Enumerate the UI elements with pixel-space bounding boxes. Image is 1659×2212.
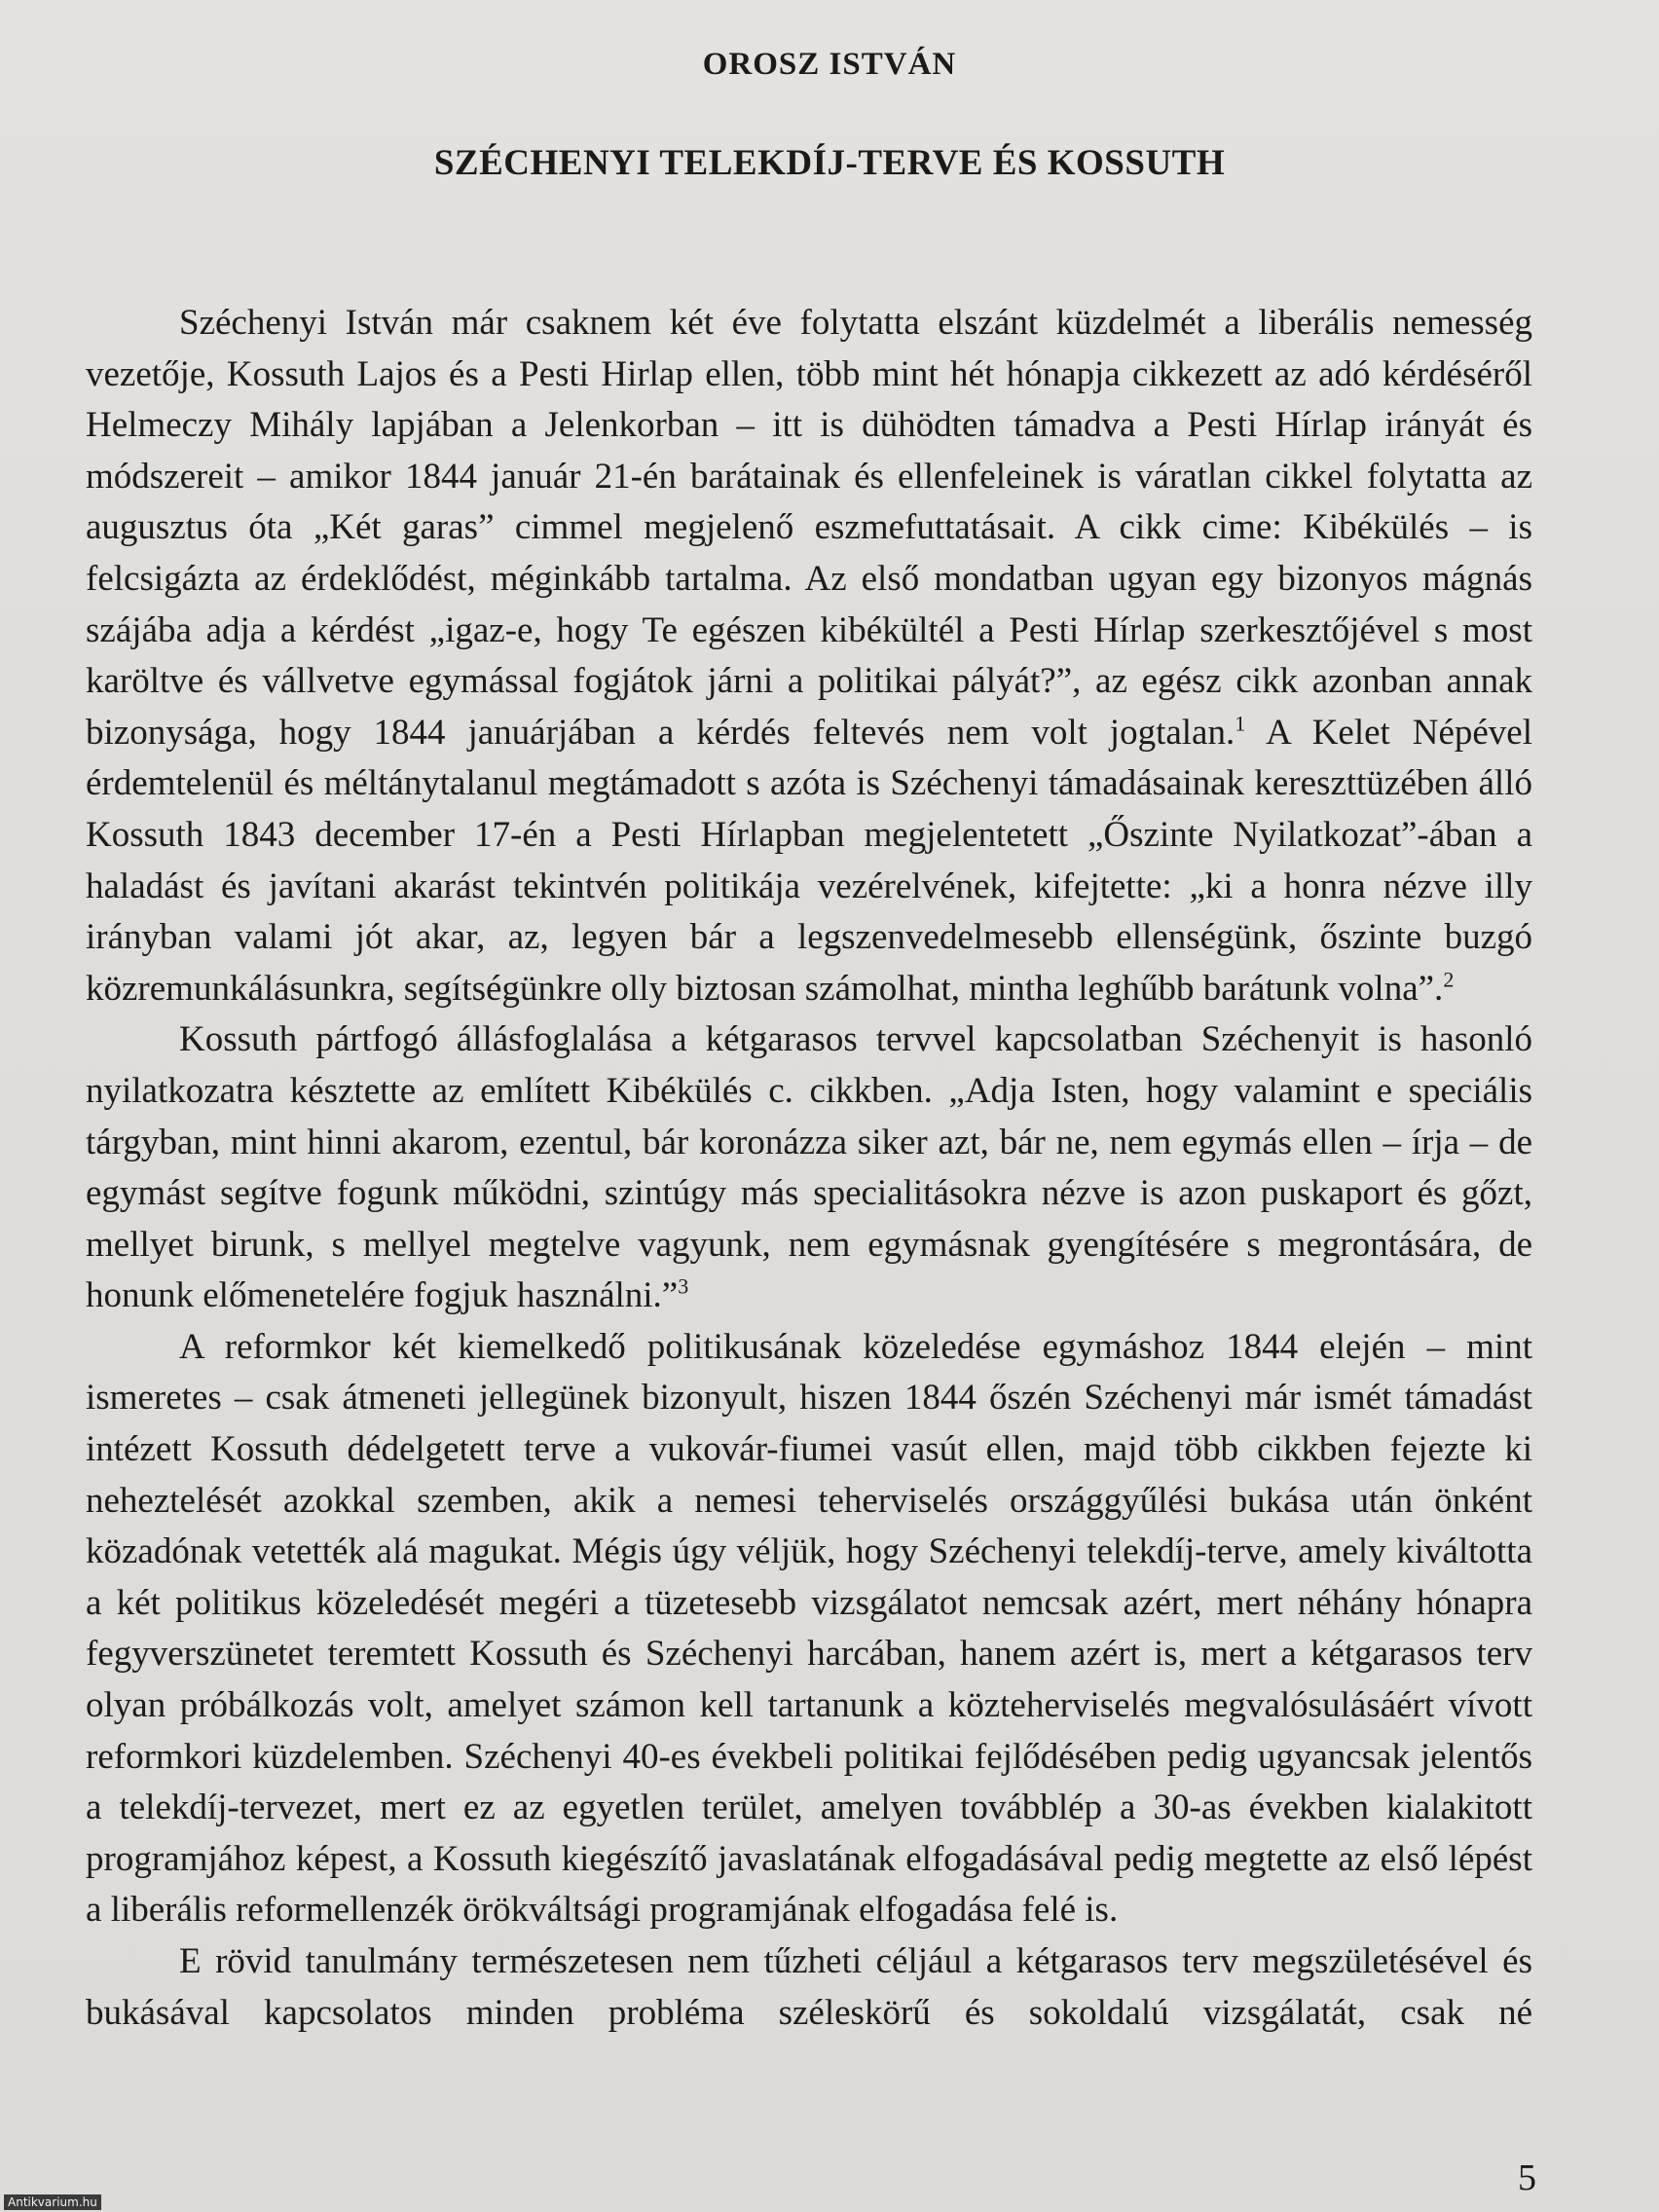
page-number: 5 [1518, 2157, 1536, 2198]
footnote-marker: 2 [1443, 967, 1455, 992]
author-name: OROSZ ISTVÁN [702, 47, 957, 82]
paragraph-2 [86, 1014, 1532, 1322]
paragraph-text: Széchenyi István már csaknem két éve folytatta elszánt küzdelmét a liberális nemesség vezetője, Kossuth Lajos és a Pesti Hirlap ellen, több mint hét hónapja cikkezett az adó kérdéséről Helmeczy Mihály lapjában a Jelenkorban – itt is dühödten támadva a Pesti Hírlap irányát és módszereit – amikor 1844 január 21-én barátainak és ellenfeleinek is váratlan cikkel folytatta az augusztus óta „Két garas” cimmel megjelenő eszmefuttatásait. A cikk cime: Kibékülés – is felcsigázta az érdeklődést, méginkább tartalma. Az első mondatban ugyan egy bizonyos mágnás szájába adja a kérdést „igaz-e, hogy Te egészen kibékültél a Pesti Hírlap szerkesztőjével s most karöltve és vállvetve egymással fogjátok járni a politikai pályát?”, az egész cikk azonban annak bizonysága, hogy 1844 januárjában a kérdés feltevés nem volt jogtalan. [86, 303, 1532, 753]
paragraph-text: A reformkor két kiemelkedő politikusának közeledése egymáshoz 1844 elején – mint ismeretes – csak átmeneti jellegünek bizonyult, hiszen 1844 őszén Széchenyi már ismét támadást intézett Kossuth dédelgetett terve a vukovár-fiumei vasút ellen, majd több cikkben fejezte ki neheztelését azokkal szemben, akik a nemesi teherviselés országgyűlési bukása után önként közadónak vetették alá magukat. Mégis úgy véljük, hogy Széchenyi telekdíj-terve, amely kiváltotta a két politikus közeledését megéri a tüzetesebb vizsgálatot nemcsak azért, mert néhány hónapra fegyverszünetet teremtett Kossuth és Széchenyi harcában, hanem azért is, mert a kétgarasos terv olyan próbálkozás volt, amelyet számon kell tartanunk a közteherviselés megvalósulásáért vívott reformkori küzdelemben. Széchenyi 40-es évekbeli politikai fejlődésében pedig ugyancsak jelentős a telekdíj-tervezet, mert ez az egyetlen terület, amelyen továbblép a 30-as években kialakitott programjához képest, a Kossuth kiegészítő javaslatának elfogadásával pedig megtette az első lépést a liberális reformellenzék örökváltsági programjának elfogadása felé is. [86, 1326, 1532, 1931]
paragraph-3 [86, 1322, 1532, 1936]
article-title: SZÉCHENYI TELEKDÍJ-TERVE ÉS KOSSUTH [433, 143, 1226, 183]
paragraph-4 [86, 1936, 1532, 2039]
footnote-marker: 1 [1235, 711, 1246, 736]
watermark: Antikvarium.hu [4, 2194, 101, 2210]
paragraph-text: E rövid tanulmány természetesen nem tűzheti céljául a kétgarasos terv megszületésével és bukásával kapcsolatos minden probléma széleskörű és sokoldalú vizsgálatát, csak né [86, 1941, 1532, 2033]
footnote-marker: 3 [678, 1273, 689, 1299]
article-body [86, 298, 1532, 2039]
paragraph-text: A Kelet Népével érdemtelenül és méltánytalanul megtámadott s azóta is Széchenyi támadásainak kereszttüzében álló Kossuth 1843 december 17-én a Pesti Hírlapban megjelentetett „Őszinte Nyilatkozat”-ában a haladást és javítani akarást tekintvén politikája vezérelvének, kifejtette: „ki a honra nézve illy irányban valami jót akar, az, legyen bár a legszenvedelmesebb ellenségünk, őszinte buzgó közremunkálásunkra, segítségünkre olly biztosan számolhat, mintha leghűbb barátunk volna”. [86, 712, 1533, 1009]
paragraph-text: Kossuth pártfogó állásfoglalása a kétgarasos tervvel kapcsolatban Széchenyit is hasonló nyilatkozatra késztette az említett Kibékülés c. cikkben. „Adja Isten, hogy valamint e speciális tárgyban, mint hinni akarom, ezentul, bár koronázza siker azt, bár ne, nem egymás ellen – írja – de egymást segítve fogunk működni, szintúgy más specialitásokra nézve is azon puskaport és gőzt, mellyet birunk, s mellyel megtelve vagyunk, nem egymásnak gyengítésére s megrontására, de honunk előmenetelére fogjuk használni.” [86, 1019, 1532, 1316]
paragraph-1 [86, 298, 1532, 1014]
